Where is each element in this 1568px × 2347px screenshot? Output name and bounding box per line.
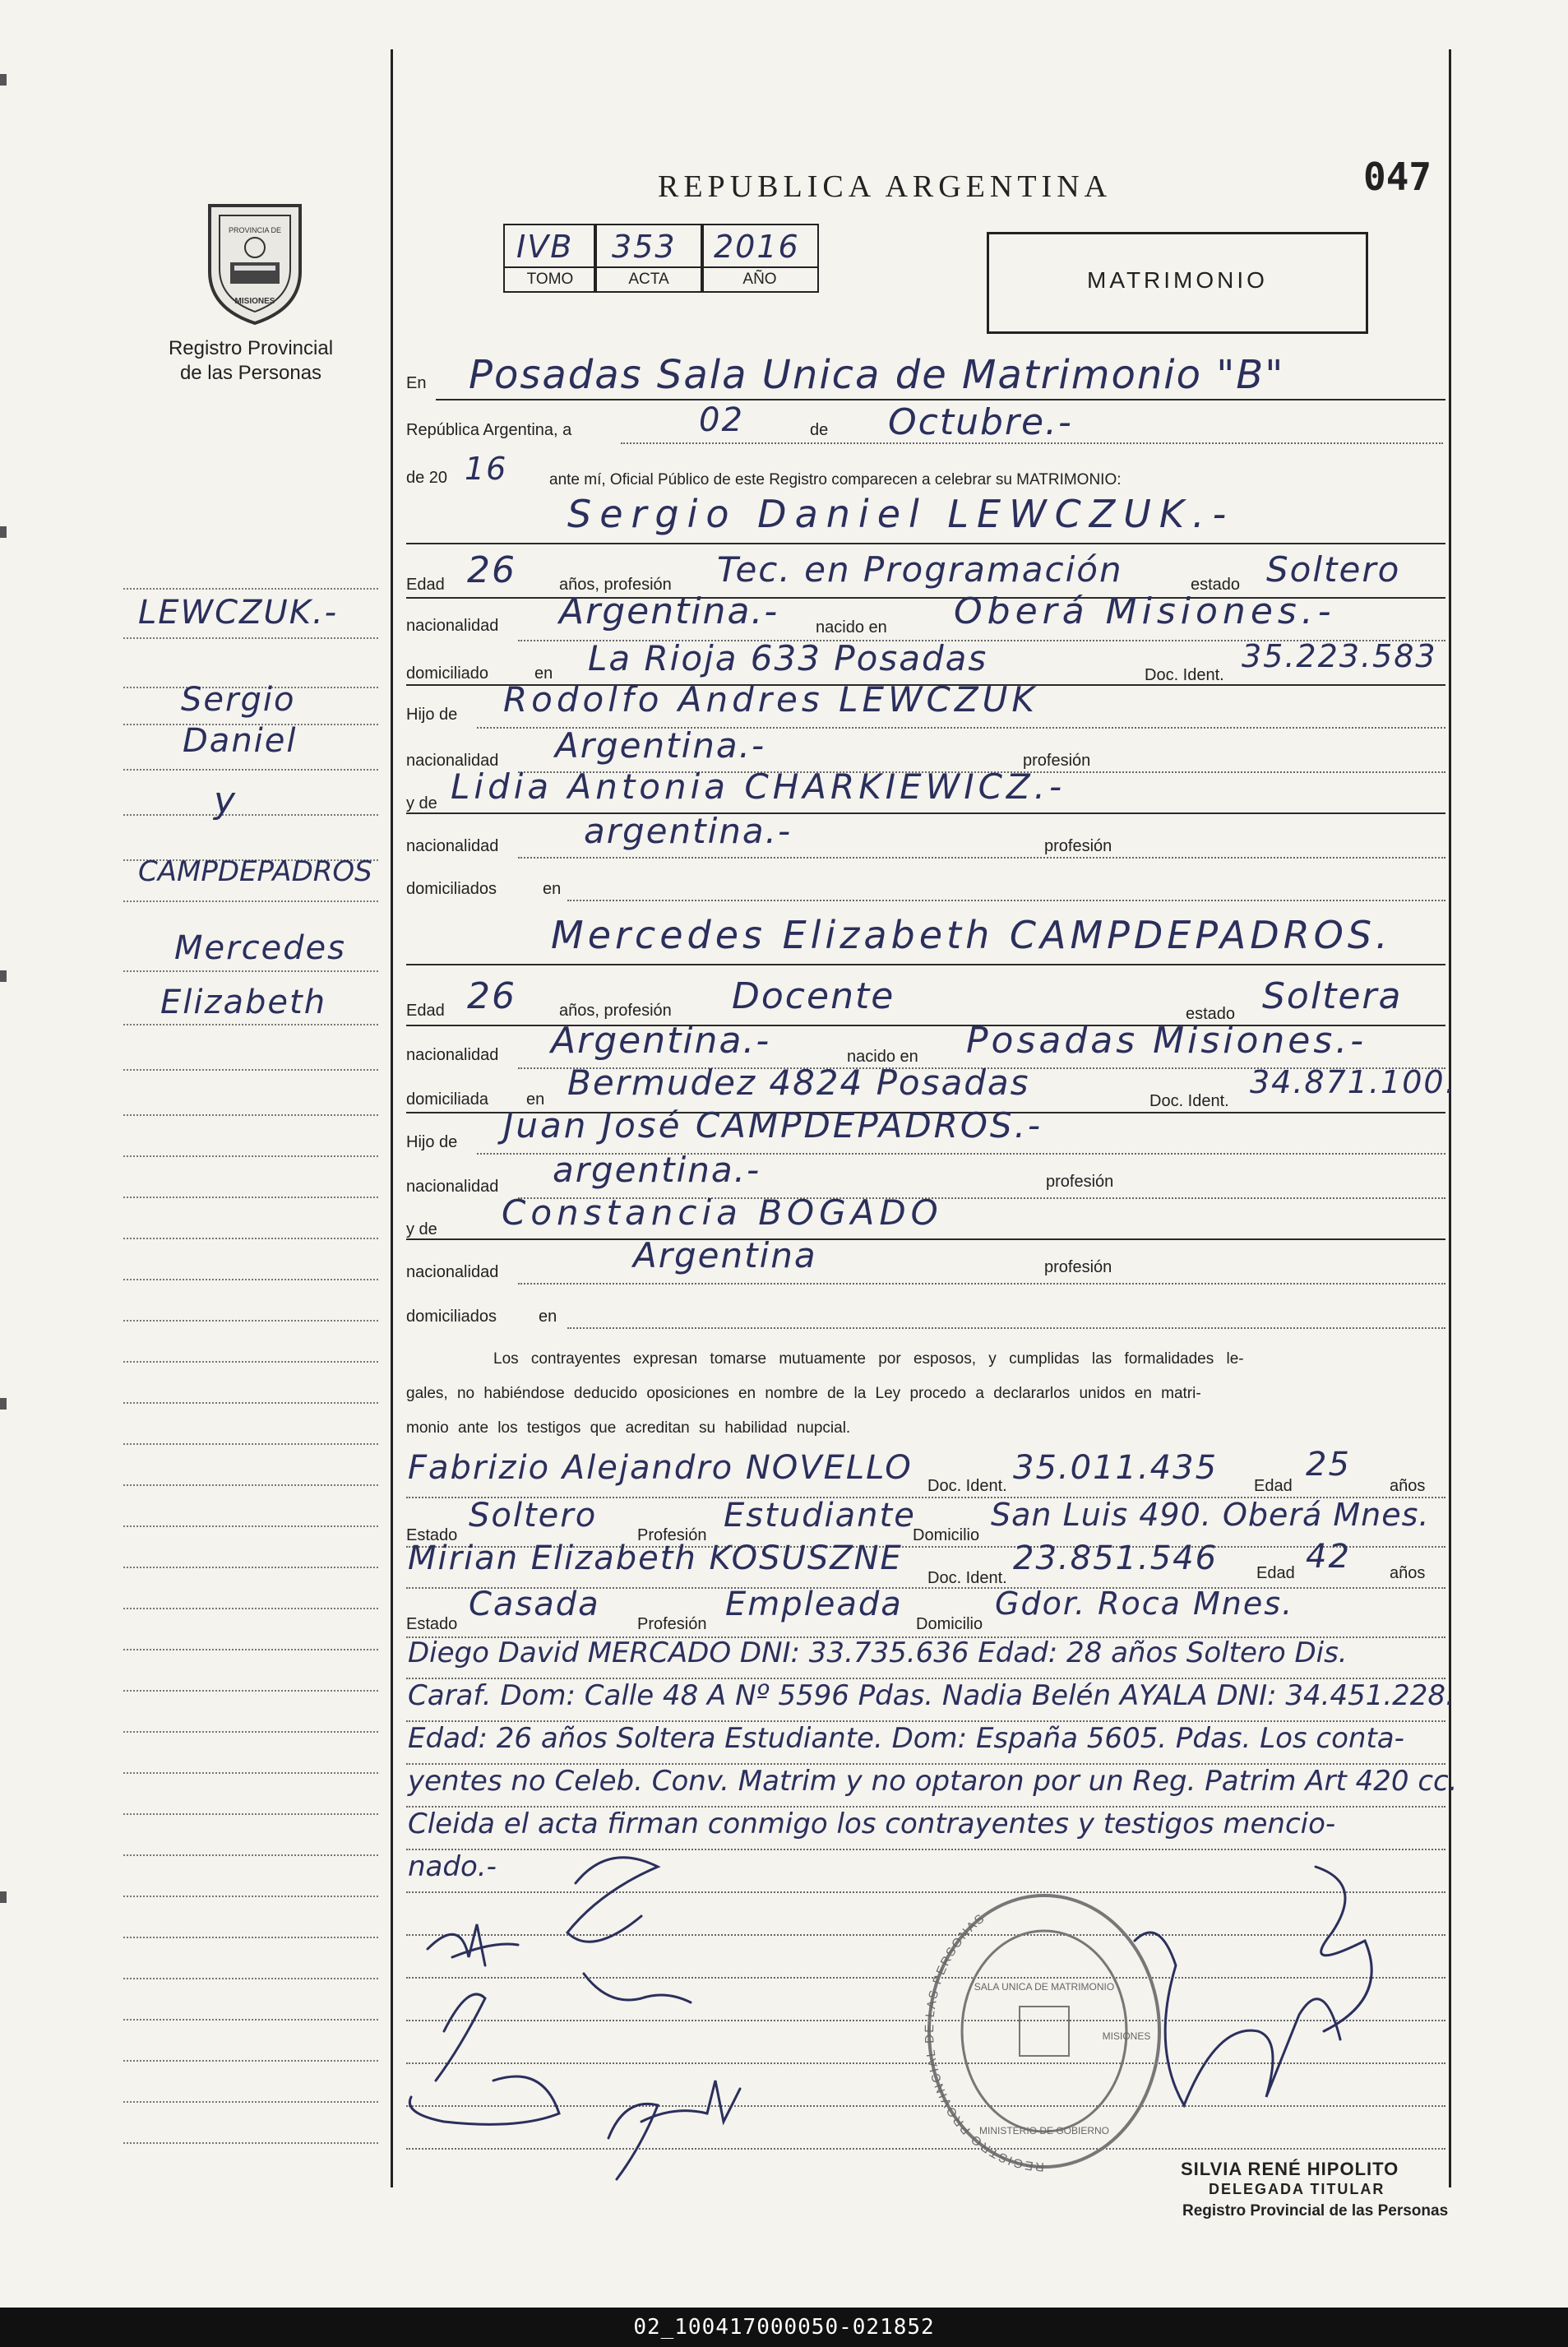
domiciliados-label: domiciliados <box>406 880 497 898</box>
edad-label-t1: Edad <box>1254 1477 1293 1495</box>
margin-rule <box>123 1069 378 1071</box>
margin-rule <box>123 1690 378 1692</box>
t1-edad: 25 <box>1306 1446 1351 1484</box>
right-margin-line <box>1449 49 1451 2187</box>
c2-padre: Juan José CAMPDEPADROS.- <box>503 1105 1043 1146</box>
t1-nombre: Fabrizio Alejandro NOVELLO <box>408 1449 913 1487</box>
margin-rule <box>123 1238 378 1239</box>
margin-rule <box>123 2060 378 2062</box>
t2-nombre: Mirian Elizabeth KOSUSZNE <box>408 1539 903 1577</box>
margin-rule <box>123 2019 378 2021</box>
t2-edad: 42 <box>1306 1538 1351 1576</box>
officer-title: DELEGADA TITULAR <box>1209 2181 1385 2197</box>
margin-name: y <box>214 780 238 822</box>
margin-rule <box>123 1896 378 1897</box>
acta-box <box>594 224 704 293</box>
profesion-label: profesión <box>1044 1258 1112 1276</box>
c1-nombre-line <box>406 543 1445 544</box>
c1-domicilio: La Rioja 633 Posadas <box>588 638 988 678</box>
y-de-label: y de <box>406 794 437 812</box>
officer-name: SILVIA RENÉ HIPOLITO <box>1181 2159 1399 2179</box>
margin-rule <box>123 1854 378 1856</box>
margin-rule <box>123 1567 378 1568</box>
registry-name-line2: de las Personas <box>179 362 322 384</box>
en-label-c2: en <box>526 1090 545 1109</box>
margin-rule <box>123 1731 378 1733</box>
c1-nombre: Sergio Daniel LEWCZUK.- <box>567 492 1235 536</box>
en-label-c1: en <box>534 664 553 683</box>
margin-rule <box>123 1279 378 1280</box>
comparecen-text: ante mí, Oficial Público de este Registro comparecen a celebrar su MATRIMONIO: <box>549 471 1122 488</box>
t2-domicilio: Gdor. Roca Mnes. <box>995 1585 1294 1622</box>
edad-label: Edad <box>406 576 445 594</box>
t2-estado: Casada <box>469 1585 600 1623</box>
profesion-cap-label: Profesión <box>637 1526 707 1544</box>
c1-nacionalidad-madre: argentina.- <box>584 811 793 851</box>
en-label-c1b: en <box>543 880 562 898</box>
hijo-de-label: Hijo de <box>406 706 458 724</box>
margin-rule <box>123 2142 378 2144</box>
t1-profesion: Estudiante <box>724 1497 916 1535</box>
binder-hole <box>0 1398 7 1410</box>
c2-nombre: Mercedes Elizabeth CAMPDEPADROS. <box>551 913 1392 957</box>
margin-rule <box>123 1155 378 1157</box>
t1-doc: 35.011.435 <box>1013 1449 1219 1487</box>
edad-label: Edad <box>406 1002 445 1020</box>
lugar-line <box>436 399 1445 400</box>
margin-name: Daniel <box>183 722 298 760</box>
registry-name-line1: Registro Provincial <box>168 337 334 359</box>
c2-line-madre <box>406 1238 1445 1240</box>
binder-hole <box>0 1891 7 1903</box>
nacionalidad-label: nacionalidad <box>406 1178 499 1196</box>
en-label-c2b: en <box>539 1308 557 1326</box>
c1-padre: Rodolfo Andres LEWCZUK <box>503 679 1038 720</box>
c2-doc: 34.871.100. <box>1250 1064 1457 1100</box>
margin-name: Mercedes <box>174 929 347 967</box>
margin-rule <box>123 637 378 639</box>
republica-label: República Argentina, a <box>406 421 572 439</box>
margin-rule <box>123 1813 378 1815</box>
province-emblem-icon <box>193 193 317 329</box>
margin-rule <box>123 2101 378 2103</box>
scan-footer-code: 02_100417000050-021852 <box>0 2308 1568 2347</box>
doc-ident-label: Doc. Ident. <box>1145 666 1224 684</box>
de-label: de <box>810 421 829 439</box>
country-title: REPUBLICA ARGENTINA <box>658 169 1112 204</box>
formalidades-line2: gales, no habiéndose deducido oposiciones en nombre de la Ley procedo a declararlos unidos en matri- <box>406 1385 1201 1402</box>
profesion-label: profesión <box>1023 752 1091 770</box>
c2-profesion: Docente <box>732 975 895 1017</box>
c2-edad: 26 <box>467 975 516 1017</box>
note-line: Caraf. Dom: Calle 48 A Nº 5596 Pdas. Nadia Belén AYALA DNI: 34.451.228. <box>408 1679 1455 1712</box>
domicilio-label: Domicilio <box>913 1526 980 1544</box>
t2-doc: 23.851.546 <box>1013 1539 1219 1577</box>
margin-rule <box>123 1024 378 1025</box>
en-label: En <box>406 374 427 392</box>
margin-rule <box>123 769 378 771</box>
document-type: MATRIMONIO <box>1087 267 1268 293</box>
note-line: Diego David MERCADO DNI: 33.735.636 Edad: 28 años Soltero Dis. <box>408 1636 1348 1669</box>
doc-ident-label: Doc. Ident. <box>927 1477 1007 1495</box>
nacido-en-label: nacido en <box>816 618 887 637</box>
binder-hole <box>0 74 7 86</box>
margin-rule <box>123 1608 378 1609</box>
estado-cap-label: Estado <box>406 1526 458 1544</box>
domiciliada-label: domiciliada <box>406 1090 489 1109</box>
margin-name: LEWCZUK.- <box>138 594 339 632</box>
estado-label: estado <box>1186 1005 1236 1023</box>
margin-rule <box>123 814 378 816</box>
anio-suffix: 16 <box>465 451 508 487</box>
c1-profesion: Tec. en Programación <box>717 549 1123 590</box>
anios-profesion-label: años, profesión <box>559 576 672 594</box>
margin-rule <box>123 588 378 590</box>
margin-name: CAMPDEPADROS <box>138 855 372 888</box>
profesion-cap-label: Profesión <box>637 1615 707 1633</box>
margin-rule <box>123 1937 378 1938</box>
domicilio-label: Domicilio <box>916 1615 983 1633</box>
nacionalidad-label: nacionalidad <box>406 617 499 635</box>
edad-label-t2: Edad <box>1256 1564 1295 1582</box>
lugar-value: Posadas Sala Unica de Matrimonio "B" <box>469 352 1285 398</box>
c2-line-natmadre <box>518 1283 1445 1285</box>
folio-number: 047 <box>1363 155 1432 199</box>
anios-label-t2: años <box>1390 1564 1426 1582</box>
nacionalidad-label: nacionalidad <box>406 752 499 770</box>
margin-rule <box>123 1772 378 1774</box>
c1-line-natmadre <box>518 857 1445 859</box>
margin-rule <box>123 970 378 972</box>
c1-nacionalidad: Argentina.- <box>559 590 779 632</box>
left-margin-line <box>391 49 393 2187</box>
c2-domicilio: Bermudez 4824 Posadas <box>567 1062 1030 1103</box>
margin-rule <box>123 1361 378 1363</box>
margin-rule <box>123 1649 378 1650</box>
estado-label: estado <box>1191 576 1241 594</box>
svg-text:MISIONES: MISIONES <box>234 297 275 306</box>
official-stamp-icon <box>921 1891 1168 2187</box>
doc-ident-label: Doc. Ident. <box>927 1569 1007 1587</box>
c2-madre: Constancia BOGADO <box>502 1192 943 1233</box>
mes-value: Octubre.- <box>888 401 1073 443</box>
c2-estado: Soltera <box>1262 975 1403 1017</box>
c1-nacido-en: Oberá Misiones.- <box>954 590 1336 632</box>
tomo-value: IVB <box>516 229 574 265</box>
anio-box <box>701 224 819 293</box>
officer-office: Registro Provincial de las Personas <box>1182 2202 1449 2220</box>
document-type-box <box>987 232 1368 334</box>
anios-profesion-label: años, profesión <box>559 1002 672 1020</box>
de20-label: de 20 <box>406 469 448 487</box>
c2-nombre-line <box>406 964 1445 965</box>
domiciliado-label: domiciliado <box>406 664 489 683</box>
c1-line-domicil <box>567 900 1445 901</box>
tomo-label: TOMO <box>505 266 595 291</box>
formalidades-line3: monio ante los testigos que acreditan su habilidad nupcial. <box>406 1419 851 1437</box>
nacionalidad-label: nacionalidad <box>406 837 499 855</box>
note-line: Cleida el acta firman conmigo los contrayentes y testigos mencio- <box>408 1808 1336 1840</box>
c1-madre: Lidia Antonia CHARKIEWICZ.- <box>451 766 1066 807</box>
hijo-de-label: Hijo de <box>406 1133 458 1151</box>
fecha-line <box>621 442 1443 444</box>
profesion-label: profesión <box>1044 837 1112 855</box>
svg-text:PROVINCIA DE: PROVINCIA DE <box>228 226 282 234</box>
dia-value: 02 <box>699 401 744 439</box>
binder-hole <box>0 526 7 538</box>
note-line: Edad: 26 años Soltera Estudiante. Dom: España 5605. Pdas. Los conta- <box>408 1722 1404 1755</box>
margin-name: Elizabeth <box>160 984 327 1021</box>
profesion-label: profesión <box>1046 1173 1114 1191</box>
note-line: nado.- <box>408 1850 497 1883</box>
c1-nacionalidad-padre: Argentina.- <box>555 725 766 766</box>
margin-rule <box>123 900 378 902</box>
c1-estado: Soltero <box>1266 549 1401 590</box>
nacido-en-label: nacido en <box>847 1048 918 1066</box>
margin-rule <box>123 1197 378 1198</box>
anio-label: AÑO <box>702 266 817 291</box>
margin-rule <box>123 1402 378 1404</box>
margin-rule <box>123 1114 378 1116</box>
y-de-label: y de <box>406 1220 437 1238</box>
doc-ident-label: Doc. Ident. <box>1149 1092 1229 1110</box>
acta-label: ACTA <box>595 266 702 291</box>
margin-rule <box>123 1443 378 1445</box>
margin-rule <box>123 1525 378 1527</box>
margin-rule <box>123 1320 378 1322</box>
tomo-box <box>503 224 597 293</box>
c2-line-domicil <box>567 1327 1445 1329</box>
c1-line-madre <box>406 812 1445 814</box>
c2-nacionalidad-padre: argentina.- <box>553 1150 761 1190</box>
margin-rule <box>123 1484 378 1486</box>
svg-text:SALA UNICA DE MATRIMONIO: SALA UNICA DE MATRIMONIO <box>974 1981 1115 1993</box>
t2-profesion: Empleada <box>725 1585 903 1623</box>
anios-label-t1: años <box>1390 1477 1426 1495</box>
c2-nacionalidad: Argentina.- <box>551 1020 771 1062</box>
t1-domicilio: San Luis 490. Oberá Mnes. <box>991 1497 1430 1533</box>
c2-nacido-en: Posadas Misiones.- <box>966 1020 1367 1062</box>
svg-text:MINISTERIO DE GOBIERNO: MINISTERIO DE GOBIERNO <box>978 2125 1110 2136</box>
note-line: yentes no Celeb. Conv. Matrim y no optaron por un Reg. Patrim Art 420 cc. <box>408 1765 1458 1798</box>
estado-cap-label: Estado <box>406 1615 458 1633</box>
c1-edad: 26 <box>467 549 516 591</box>
anio-value: 2016 <box>714 229 800 265</box>
c2-nacionalidad-madre: Argentina <box>633 1235 817 1275</box>
margin-rule <box>123 1978 378 1979</box>
t1-estado: Soltero <box>469 1497 598 1535</box>
acta-value: 353 <box>612 229 677 265</box>
binder-hole <box>0 970 7 982</box>
nacionalidad-label: nacionalidad <box>406 1263 499 1281</box>
svg-text:MISIONES: MISIONES <box>1102 2030 1151 2042</box>
nacionalidad-label: nacionalidad <box>406 1046 499 1064</box>
domiciliados-label: domiciliados <box>406 1308 497 1326</box>
c1-doc: 35.223.583 <box>1242 638 1437 674</box>
formalidades-line1: Los contrayentes expresan tomarse mutuamente por esposos, y cumplidas las formalidades le- <box>493 1350 1244 1368</box>
margin-name: Sergio <box>181 681 296 719</box>
svg-text:REGISTRO PROVINCIAL DE LAS PER: REGISTRO PROVINCIAL DE LAS PERSONAS <box>922 1910 1045 2174</box>
